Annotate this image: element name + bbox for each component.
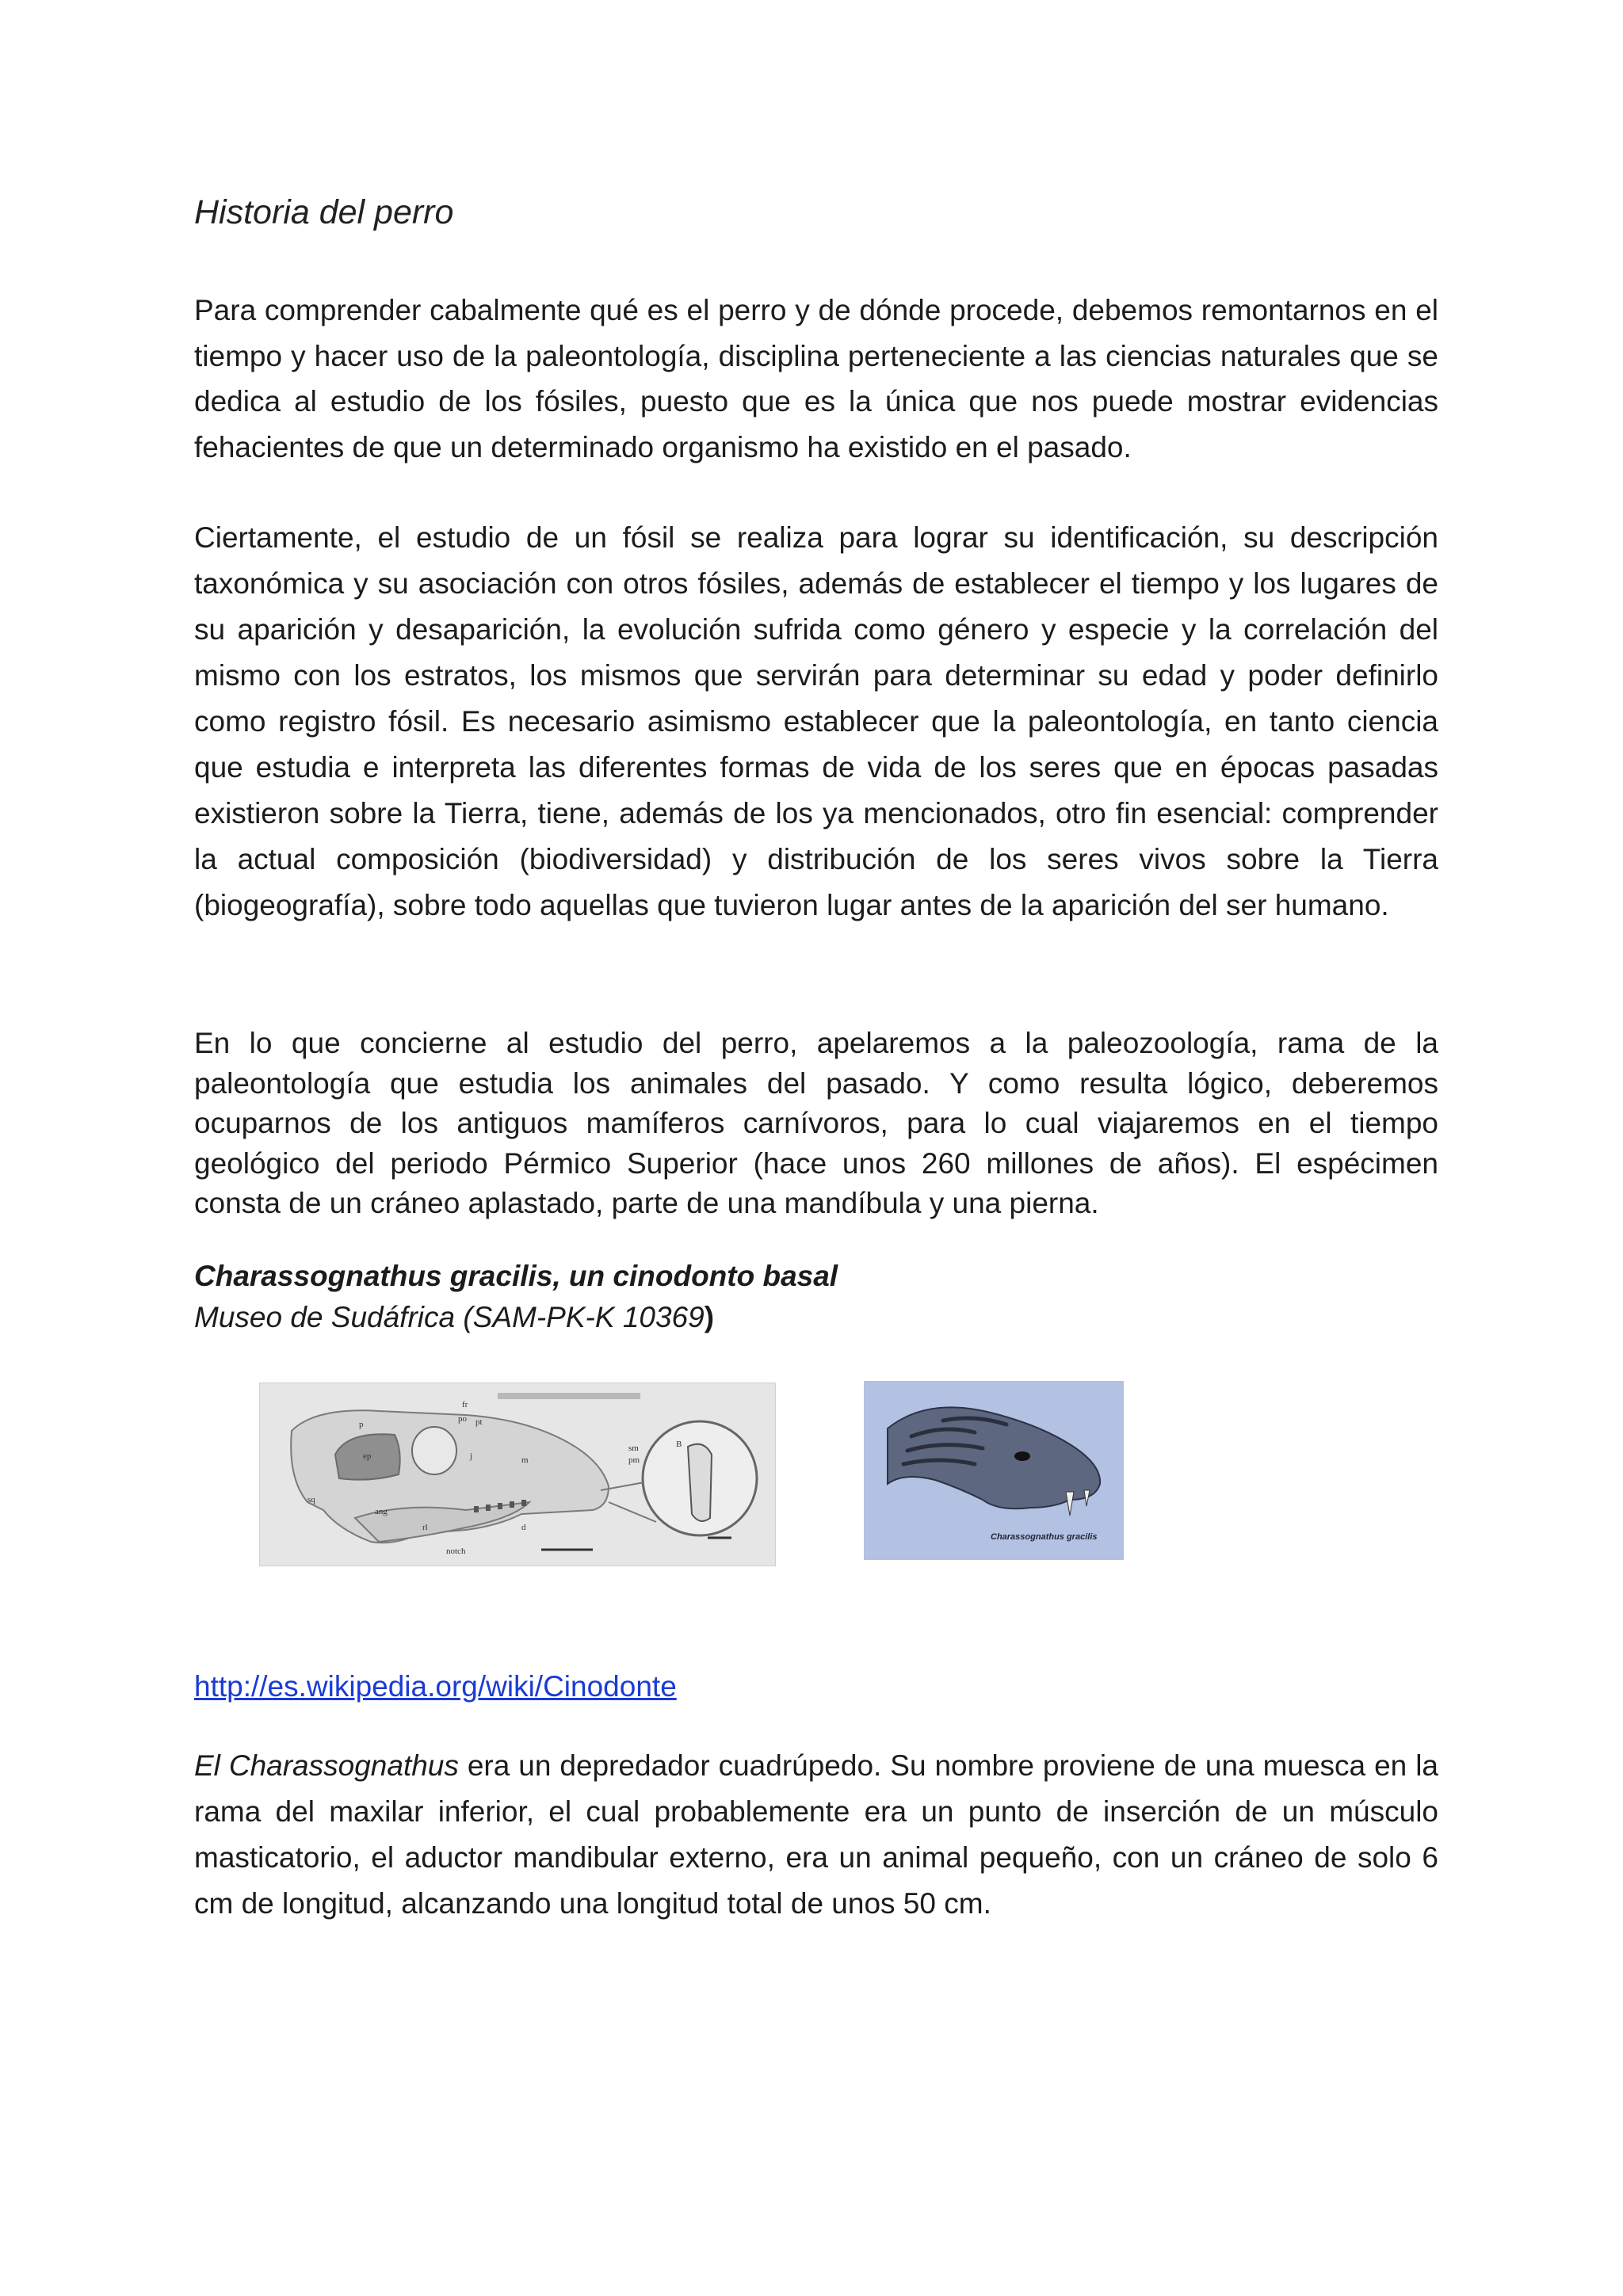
head-illustration-drawing (864, 1381, 1124, 1560)
figure-caption-source (194, 1301, 714, 1334)
skull-label-sq: sq (307, 1495, 315, 1505)
skull-label-j: j (470, 1451, 473, 1461)
figure-caption-title: Charassognathus gracilis, un cinodonto basal (194, 1260, 838, 1292)
skull-label-po: po (458, 1414, 467, 1424)
illustration-caption: Charassognathus gracilis (991, 1532, 1098, 1542)
wikipedia-link[interactable]: http://es.wikipedia.org/wiki/Cinodonte (194, 1670, 677, 1703)
charassognathus-illustration (864, 1381, 1124, 1560)
paragraph-fossil-study: Ciertamente, el estudio de un fósil se realiza para lograr su identificación, su descripción taxonómica y su asociación con otros fósiles, además de establecer el tiempo y los lugares de su aparición y desaparición, la evolución sufrida como género y especie y la correlación del mismo con los estratos, los mismos que servirán para determinar su edad y poder definirlo como registro fósil. Es necesario asimismo establecer que la paleontología, en tanto ciencia que estudia e interpreta las diferentes formas de vida de los seres que en épocas pasadas existieron sobre la Tierra, tiene, además de los ya mencionados, otro fin esencial: comprender la actual composición (biodiversidad) y distribución de los seres vivos sobre la Tierra (biogeografía), sobre todo aquellas que tuvieron lugar antes de la aparición del ser humano. (194, 521, 1438, 921)
skull-label-d: d (521, 1523, 526, 1532)
skull-label-m: m (521, 1455, 529, 1465)
paragraph-charassognathus (194, 1743, 1438, 1927)
paragraph-intro: Para comprender cabalmente qué es el perro y de dónde procede, debemos remontarnos en el tiempo y hacer uso de la paleontología, disciplina perteneciente a las ciencias naturales que se dedica al estudio de los fósiles, puesto que es la única que nos puede mostrar evidencias fehacientes de que un determinado organismo ha existido en el pasado. (194, 294, 1438, 463)
paragraph4-rest: era un depredador cuadrúpedo. Su nombre proviene de una muesca en la rama del maxilar inferior, el cual probablemente era un punto de inserción de un músculo masticatorio, el aductor mandibular externo, era un animal pequeño, con un cráneo de solo 6 cm de longitud, alcanzando una longitud total de unos 50 cm. (194, 1749, 1438, 1920)
skull-label-rl: rl (422, 1523, 428, 1532)
caption-source-paren: ) (704, 1301, 715, 1333)
skull-diagram-drawing (260, 1383, 775, 1566)
paragraph4-italic: El Charassognathus (194, 1749, 459, 1782)
skull-label-notch: notch (446, 1547, 466, 1556)
skull-label-ang: ang (375, 1507, 388, 1516)
skull-label-ep: ep (363, 1451, 372, 1461)
skull-label-pt: pt (475, 1417, 483, 1427)
paragraph-paleozoology: En lo que concierne al estudio del perro, apelaremos a la paleozoología, rama de la paleontología que estudia los animales del pasado. Y como resulta lógico, deberemos ocuparnos de los antiguos mamíferos carnívoros, para lo cual viajaremos en el tiempo geológico del periodo Pérmico Superior (hace unos 260 millones de años). El espécimen consta de un cráneo aplastado, parte de una mandíbula y una pierna. (194, 1027, 1438, 1219)
page-title: Historia del perro (194, 193, 454, 231)
caption-source-italic: Museo de Sudáfrica (SAM-PK-K 10369 (194, 1301, 705, 1333)
skull-label-pm: pm (628, 1455, 640, 1465)
skull-label-b: B (676, 1440, 682, 1449)
skull-diagram-image (259, 1383, 776, 1566)
skull-label-sm: sm (628, 1444, 639, 1453)
skull-label-fr: fr (462, 1400, 468, 1409)
skull-label-p: p (359, 1420, 364, 1429)
